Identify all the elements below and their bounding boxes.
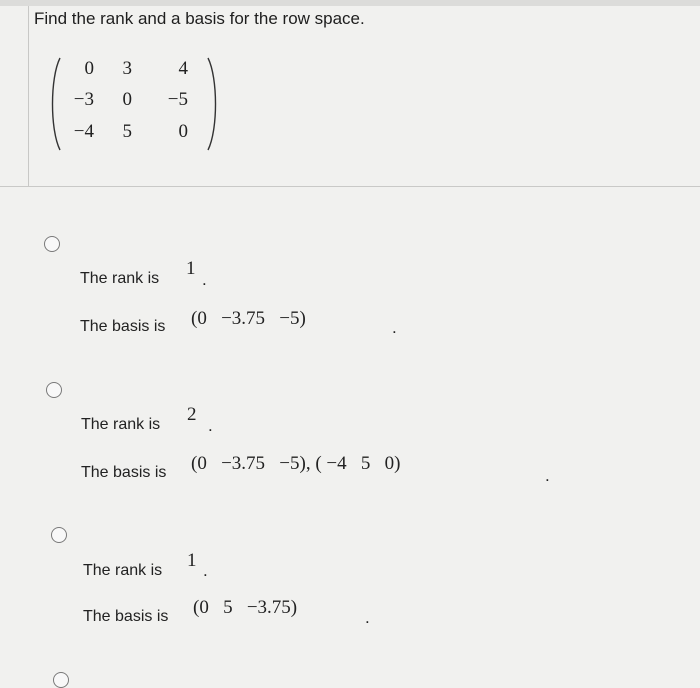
matrix-cell: 0 [84, 58, 94, 79]
option-3-basis-period: . [365, 608, 370, 627]
option-1-rank-value: 1 [186, 258, 196, 279]
section-divider [0, 186, 700, 187]
option-2-rank-label: The rank is [81, 416, 161, 433]
option-2-rank-period: . [208, 416, 213, 435]
option-2-radio[interactable] [46, 382, 62, 398]
matrix-right-paren [206, 56, 220, 152]
option-1-basis-value: (0 −3.75 −5) [191, 308, 306, 329]
option-3-basis-label: The basis is [83, 608, 169, 625]
option-3-radio[interactable] [51, 527, 67, 543]
matrix-cell: −4 [73, 121, 94, 142]
matrix-cell: 0 [122, 89, 132, 110]
option-1-basis-period: . [392, 318, 397, 337]
option-1-basis-label: The basis is [80, 318, 166, 335]
option-2-rank-value: 2 [187, 404, 197, 425]
matrix-cell: −3 [73, 89, 94, 110]
option-3-basis-value: (0 5 −3.75) [193, 597, 298, 618]
top-strip [0, 0, 700, 6]
matrix-cell: −5 [167, 89, 188, 110]
option-3-rank-label: The rank is [83, 562, 163, 579]
option-2-basis-period: . [545, 466, 550, 485]
matrix-cell: 5 [122, 121, 132, 142]
option-3-rank-period: . [203, 561, 208, 580]
question-text: Find the rank and a basis for the row space. [34, 9, 365, 28]
matrix-cell: 4 [178, 58, 188, 79]
option-1-rank-period: . [202, 270, 207, 289]
option-3-rank-value: 1 [187, 550, 197, 571]
option-2-basis-value: (0 −3.75 −5), ( −4 5 0) [191, 453, 401, 474]
matrix-cell: 0 [178, 121, 188, 142]
question-left-rule [28, 6, 29, 186]
option-1-radio[interactable] [44, 236, 60, 252]
matrix [48, 56, 220, 152]
option-1-rank-label: The rank is [80, 270, 160, 287]
option-4-radio[interactable] [53, 672, 69, 688]
option-2-basis-label: The basis is [81, 464, 167, 481]
matrix-cell: 3 [122, 58, 132, 79]
